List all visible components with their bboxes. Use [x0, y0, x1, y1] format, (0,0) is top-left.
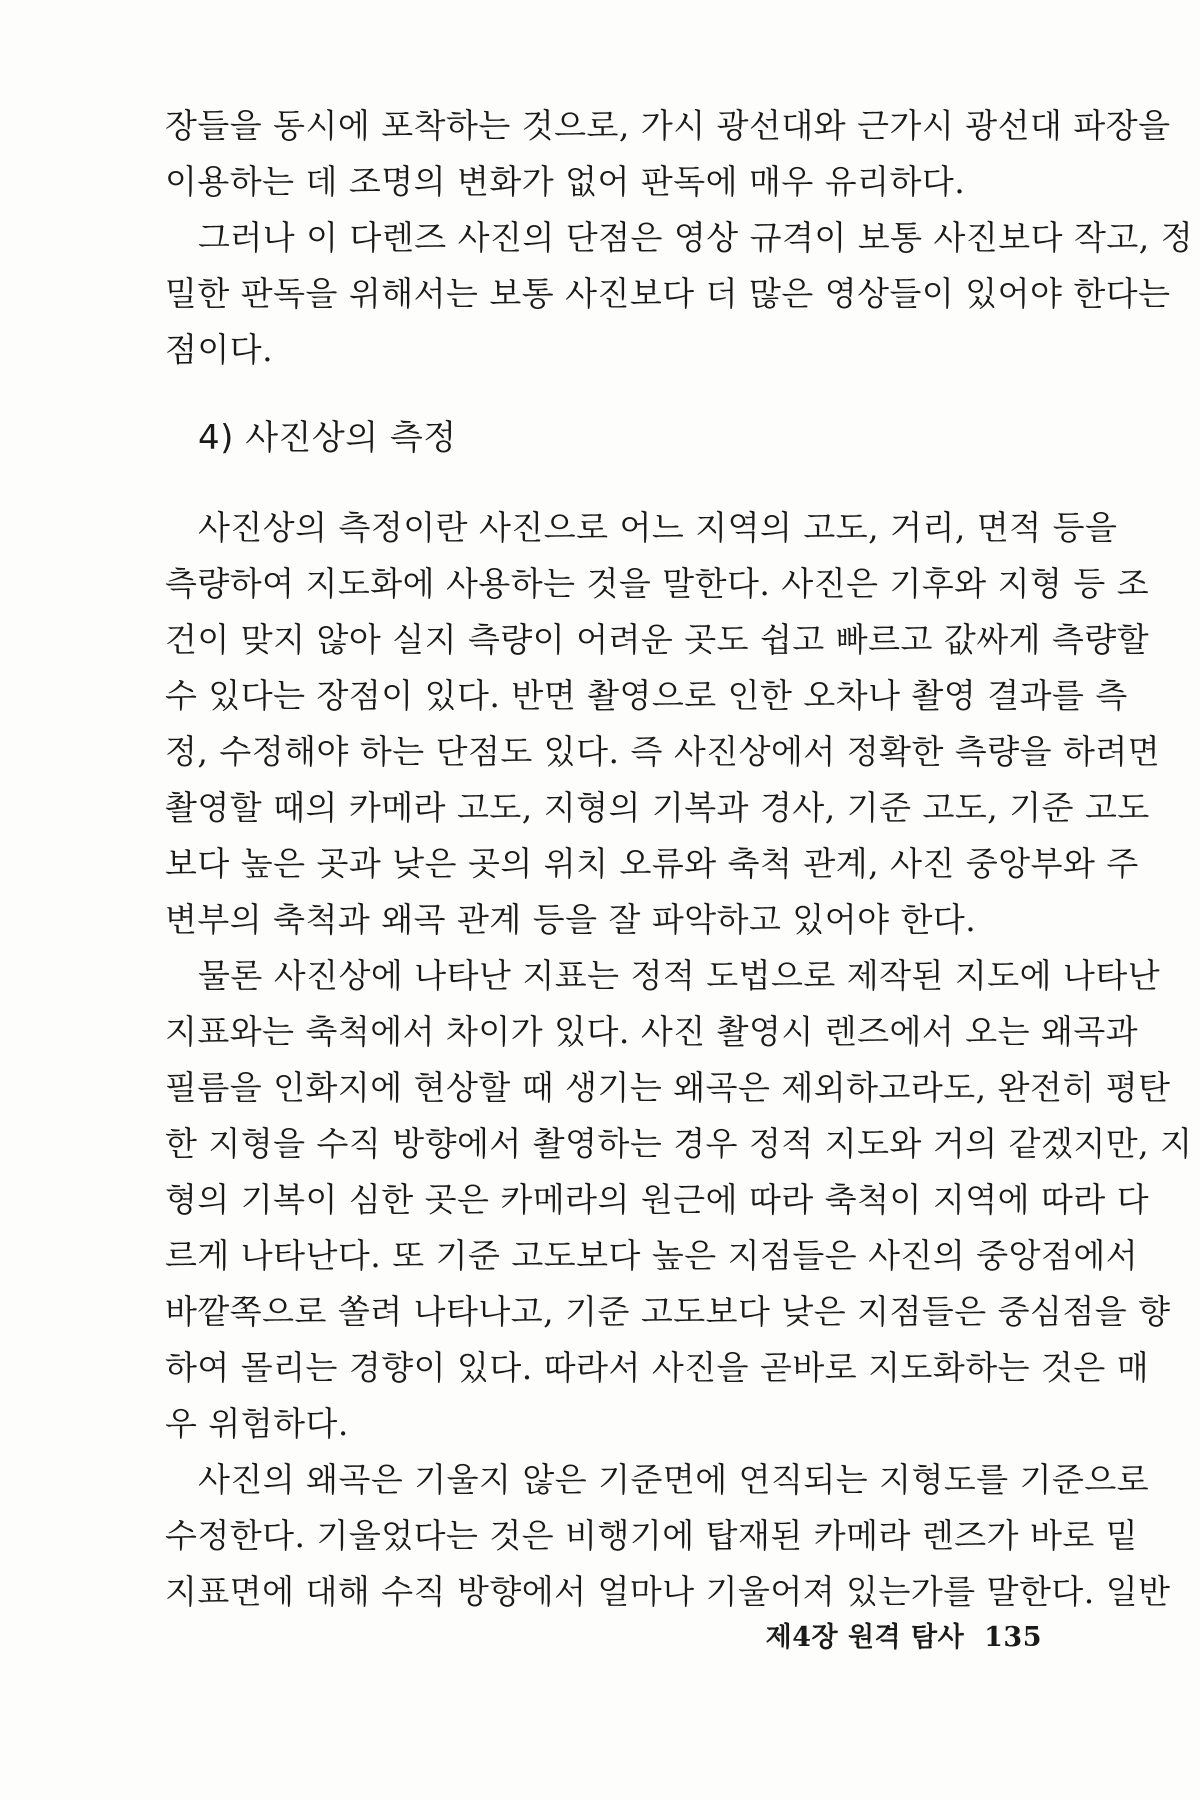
- text-line: 지표와는 축척에서 차이가 있다. 사진 촬영시 렌즈에서 오는 왜곡과: [165, 1012, 1139, 1051]
- paragraph-1: [165, 98, 1171, 210]
- text-line: 건이 맞지 않아 실지 측량이 어려운 곳도 쉽고 빠르고 값싸게 측량할: [165, 620, 1150, 659]
- text-line: 우 위험하다.: [165, 1404, 349, 1443]
- text-line: 사진상의 측정이란 사진으로 어느 지역의 고도, 거리, 면적 등을: [198, 508, 1118, 547]
- text-line: 이용하는 데 조명의 변화가 없어 판독에 매우 유리하다.: [165, 162, 966, 201]
- text-line: 측량하여 지도화에 사용하는 것을 말한다. 사진은 기후와 지형 등 조: [165, 564, 1150, 603]
- text-line: 수정한다. 기울었다는 것은 비행기에 탑재된 카메라 렌즈가 바로 밑: [165, 1516, 1139, 1555]
- paragraph-3: [165, 500, 1161, 948]
- text-line: 장들을 동시에 포착하는 것으로, 가시 광선대와 근가시 광선대 파장을: [165, 106, 1171, 145]
- text-line: 그러나 이 다렌즈 사진의 단점은 영상 규격이 보통 사진보다 작고, 정: [198, 218, 1194, 257]
- section-heading: 4) 사진상의 측정: [198, 418, 457, 458]
- text-line: 르게 나타난다. 또 기준 고도보다 높은 지점들은 사진의 중앙점에서: [165, 1236, 1139, 1275]
- paragraph-5: [165, 1452, 1171, 1620]
- text-line: 촬영할 때의 카메라 고도, 지형의 기복과 경사, 기준 고도, 기준 고도: [165, 788, 1150, 827]
- chapter-title: 제4장 원격 탐사: [765, 1622, 965, 1653]
- page-number: 135: [984, 1622, 1042, 1653]
- text-line: 밀한 판독을 위해서는 보통 사진보다 더 많은 영상들이 있어야 한다는: [165, 274, 1171, 313]
- paragraph-4: [165, 948, 1193, 1452]
- page-footer: [756, 1615, 1042, 1654]
- text-line: 점이다.: [165, 330, 274, 369]
- text-line: 보다 높은 곳과 낮은 곳의 위치 오류와 축척 관계, 사진 중앙부와 주: [165, 844, 1139, 883]
- text-line: 변부의 축척과 왜곡 관계 등을 잘 파악하고 있어야 한다.: [165, 900, 977, 939]
- text-block-main: [165, 500, 1193, 1620]
- text-line: 하여 몰리는 경향이 있다. 따라서 사진을 곧바로 지도화하는 것은 매: [165, 1348, 1150, 1387]
- text-line: 사진의 왜곡은 기울지 않은 기준면에 연직되는 지형도를 기준으로: [198, 1460, 1150, 1499]
- text-line: 한 지형을 수직 방향에서 촬영하는 경우 정적 지도와 거의 같겠지만, 지: [165, 1124, 1193, 1163]
- paragraph-2: [165, 210, 1194, 378]
- text-line: 수 있다는 장점이 있다. 반면 촬영으로 인한 오차나 촬영 결과를 측: [165, 676, 1128, 715]
- text-line: 지표면에 대해 수직 방향에서 얼마나 기울어져 있는가를 말한다. 일반: [165, 1572, 1171, 1611]
- text-line: 정, 수정해야 하는 단점도 있다. 즉 사진상에서 정확한 측량을 하려면: [165, 732, 1161, 771]
- text-block-top: [165, 98, 1194, 378]
- text-line: 바깥쪽으로 쏠려 나타나고, 기준 고도보다 낮은 지점들은 중심점을 향: [165, 1292, 1171, 1331]
- text-line: 물론 사진상에 나타난 지표는 정적 도법으로 제작된 지도에 나타난: [198, 956, 1161, 995]
- text-line: 필름을 인화지에 현상할 때 생기는 왜곡은 제외하고라도, 완전히 평탄: [165, 1068, 1171, 1107]
- text-line: 형의 기복이 심한 곳은 카메라의 원근에 따라 축척이 지역에 따라 다: [165, 1180, 1150, 1219]
